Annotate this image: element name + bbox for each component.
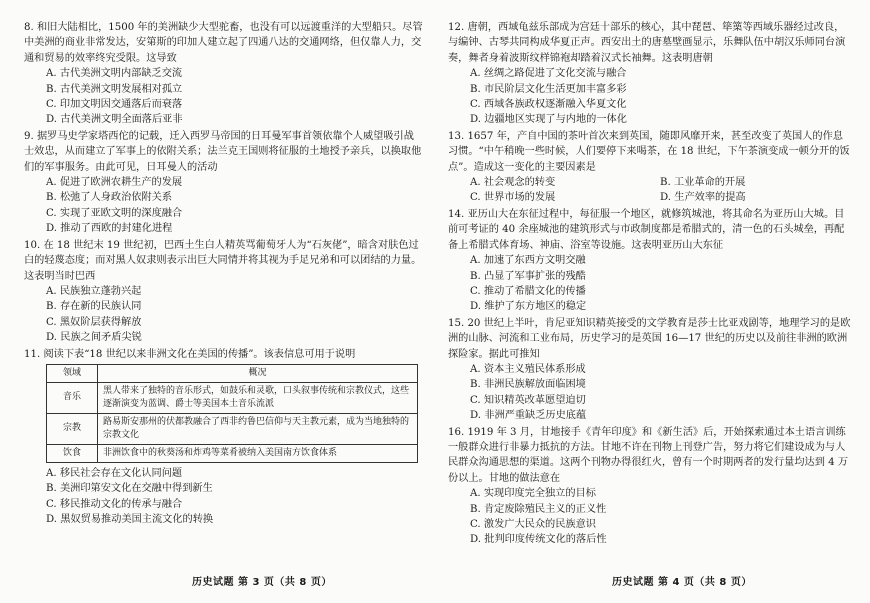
option-b: B. 古代美洲文明发展相对孤立 xyxy=(46,83,183,95)
option-c: C. 黑奴阶层获得解放 xyxy=(46,316,142,328)
option-b: B. 美洲印第安文化在交融中得到新生 xyxy=(46,483,213,495)
option-c: C. 世界市场的发展 xyxy=(470,192,556,204)
question-14 xyxy=(448,207,852,315)
question-stem: 16. 1919 年 3 月，甘地接手《青年印度》和《新生活》后，开始探索通过本土语言训练一般群众进行非暴力抵抗的方法。甘地不许在刊物上刊登广告，努力将它们建设成为与人民群众沟通思想的渠道。这两个刊物办得很红火，曾有一个时期两者的发行量均达到 4 万份以上。甘地的做法意在 xyxy=(448,426,849,484)
table-header-field: 领域 xyxy=(47,364,98,382)
option-a: A. 加速了东西方文明交融 xyxy=(470,255,586,267)
question-8 xyxy=(24,20,424,128)
option-c: C. 实现了亚欧文明的深度融合 xyxy=(46,207,183,219)
option-d: D. 非洲严重缺乏历史底蕴 xyxy=(470,410,587,422)
question-15 xyxy=(448,316,852,424)
question-stem: 10. 在 18 世纪末 19 世纪初，巴西土生白人精英骂葡萄牙人为“石灰佬”，暗含对肤色过白的轻蔑态度；而对黑人奴隶则表示出巨大同情并将其视为手足兄弟和可以团结的力量。这表明当时巴西 xyxy=(24,239,422,282)
question-10 xyxy=(24,238,424,346)
option-a: A. 丝绸之路促进了文化交流与融合 xyxy=(470,68,627,80)
table-cell-field: 宗教 xyxy=(47,413,98,444)
option-c: C. 移民推动文化的传承与融合 xyxy=(46,498,183,510)
question-12 xyxy=(448,20,852,128)
page-4-column xyxy=(448,20,852,548)
option-d: D. 推动了西欧的封建化进程 xyxy=(46,223,173,235)
page-4-footer: 历史试题 第 4 页（共 8 页） xyxy=(612,577,752,588)
option-a: A. 促进了欧洲农耕生产的发展 xyxy=(46,177,183,189)
question-11 xyxy=(24,347,424,528)
question-9 xyxy=(24,129,424,237)
page-3-footer: 历史试题 第 3 页（共 8 页） xyxy=(192,577,332,588)
question-stem: 13. 1657 年，产自中国的茶叶首次来到英国，随即风靡开来，甚至改变了英国人的作息习惯。“中午稍晚一些时候，人们要停下来喝茶，在 18 世纪，下午茶演变成一顿分开的饭点”。造成这一变化的主要因素是 xyxy=(448,130,850,173)
option-b: B. 松弛了人身政治依附关系 xyxy=(46,192,173,204)
question-13 xyxy=(448,129,852,206)
table-row xyxy=(47,444,418,462)
option-d: D. 生产效率的提高 xyxy=(660,192,746,204)
question-stem: 9. 据罗马史学家塔西佗的记载，迁入西罗马帝国的日耳曼军事首领依靠个人威望吸引战士效忠，从而建立了军事上的依附关系；法兰克王国则将征服的土地授予亲兵，以换取他们的军事服务。由此可见，日耳曼人的活动 xyxy=(24,130,422,173)
question-stem: 8. 和旧大陆相比，1500 年的美洲缺少大型驼畜，也没有可以远渡重洋的大型船只。尽管中美洲的商业非常发达，安第斯的印加人建立起了四通八达的交通网络，但仅靠人力，交通和贸易的效率终究受限。这导致 xyxy=(24,22,423,64)
table-cell-field: 饮食 xyxy=(47,444,98,462)
options-row xyxy=(470,175,852,190)
option-c: C. 印加文明因交通落后而衰落 xyxy=(46,99,183,111)
culture-table xyxy=(46,364,418,463)
option-d: D. 批判印度传统文化的落后性 xyxy=(470,534,607,546)
option-d: D. 维护了东方地区的稳定 xyxy=(470,301,587,313)
option-d: D. 边疆地区实现了与内地的一体化 xyxy=(470,114,627,126)
table-cell-desc: 黑人带来了独特的音乐形式，如鼓乐和灵歌，口头叙事传统和宗教仪式，这些逐渐演变为蓝调、爵士等美国本土音乐流派 xyxy=(98,382,418,413)
option-b: B. 存在新的民族认同 xyxy=(46,301,142,313)
table-cell-field: 音乐 xyxy=(47,382,98,413)
option-b: B. 凸显了军事扩张的残酷 xyxy=(470,270,586,282)
option-d: D. 黑奴贸易推动美国主流文化的转换 xyxy=(46,514,214,526)
table-header-row xyxy=(47,364,418,382)
table-cell-desc: 路易斯安那州的伏都教融合了西非约鲁巴信仰与天主教元素，成为当地独特的宗教文化 xyxy=(98,413,418,444)
option-a: A. 资本主义殖民体系形成 xyxy=(470,363,586,375)
option-a: A. 移民社会存在文化认同问题 xyxy=(46,467,183,479)
table-row xyxy=(47,413,418,444)
question-stem: 12. 唐朝，西域龟兹乐部成为宫廷十部乐的核心，其中琵琶、筚篥等西域乐器经过改良，与编钟、古琴共同构成华夏正声。西安出土的唐墓壁画显示，乐舞队伍中胡汉乐师同台演奏，舞者身着波斯纹样锦袍却踏着汉式长袖舞。这表明唐朝 xyxy=(448,22,846,64)
options-row xyxy=(470,190,852,205)
option-c: C. 激发广大民众的民族意识 xyxy=(470,519,596,530)
question-16 xyxy=(448,425,852,548)
table-header-overview: 概况 xyxy=(98,364,418,382)
page-3-column xyxy=(24,20,424,528)
option-d: D. 民族之间矛盾尖锐 xyxy=(46,332,142,344)
question-stem: 15. 20 世纪上半叶，肯尼亚知识精英接受的文学教育是莎士比亚戏剧等，地理学习的是欧洲的山脉、河流和工业布局，历史学习的是英国 16—17 世纪的历史以及前往非洲的欧洲探险家。据此可推知 xyxy=(448,317,851,360)
option-c: C. 知识精英改革愿望迫切 xyxy=(470,394,586,406)
question-stem: 14. 亚历山大在东征过程中，每征服一个地区，就修筑城池，将其命名为亚历山大城。目前可考证的 40 余座城池的建筑形式与市政制度都是希腊式的，清一色的石头城垒，再配备上希腊式体育场、神庙、浴室等设施。这表明亚历山大东征 xyxy=(448,208,845,251)
option-d: D. 古代美洲文明全面落后亚非 xyxy=(46,114,183,126)
option-a: A. 民族独立蓬勃兴起 xyxy=(46,285,142,297)
option-b: B. 市民阶层文化生活更加丰富多彩 xyxy=(470,83,627,95)
table-cell-desc: 非洲饮食中的秋葵汤和炸鸡等菜肴被纳入美国南方饮食体系 xyxy=(98,444,418,462)
option-b: B. 肯定废除殖民主义的正义性 xyxy=(470,503,607,515)
option-a: A. 古代美洲文明内部缺乏交流 xyxy=(46,68,183,80)
option-b: B. 工业革命的开展 xyxy=(660,177,746,189)
option-a: A. 社会观念的转变 xyxy=(470,177,556,189)
option-c: C. 推动了希腊文化的传播 xyxy=(470,285,586,297)
question-stem: 11. 阅读下表“18 世纪以来非洲文化在美国的传播”。该表信息可用于说明 xyxy=(24,348,356,360)
option-b: B. 非洲民族解放面临困境 xyxy=(470,379,586,391)
option-a: A. 实现印度完全独立的目标 xyxy=(470,488,596,500)
option-c: C. 西域各族政权逐渐融入华夏文化 xyxy=(470,99,627,111)
table-row xyxy=(47,382,418,413)
